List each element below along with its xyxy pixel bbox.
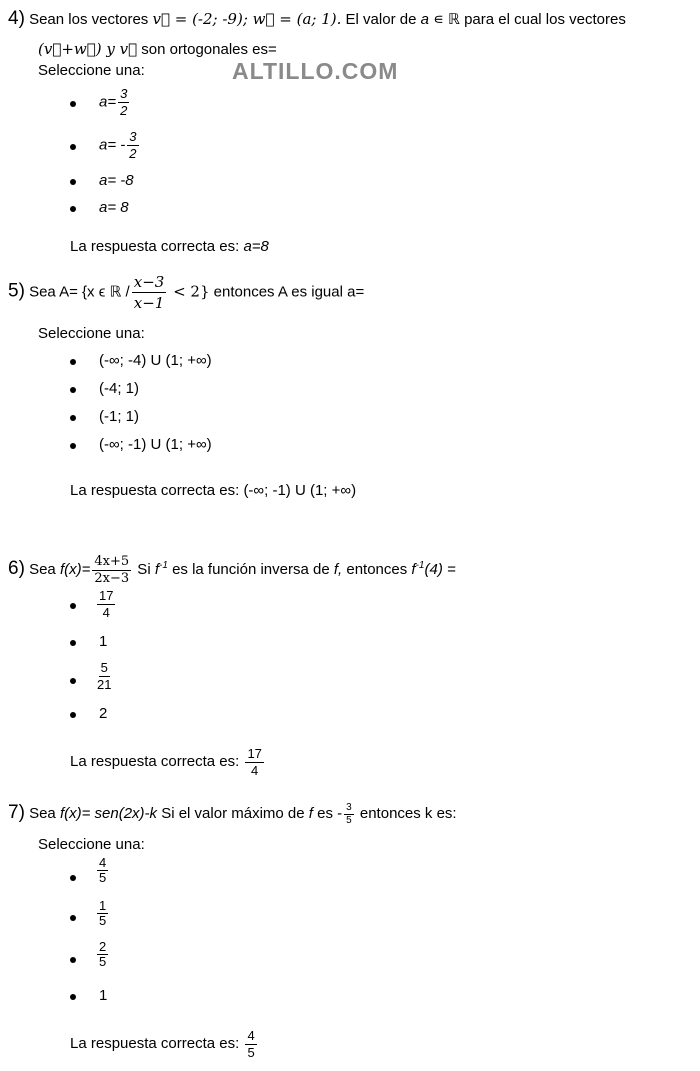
- bullet-icon: [70, 957, 76, 963]
- option[interactable]: (-∞; -4) U (1; +∞): [99, 352, 212, 369]
- bullet-icon: [70, 179, 76, 185]
- fraction: [92, 554, 131, 587]
- bullet-icon: [70, 640, 76, 646]
- text: Si el valor máximo de: [157, 805, 309, 822]
- fraction: [132, 272, 167, 313]
- question-5: [8, 272, 364, 313]
- text: Sea A= {x ϵ ℝ /: [29, 283, 130, 301]
- fraction: [97, 899, 108, 928]
- answer: [70, 238, 269, 256]
- option[interactable]: [99, 129, 141, 162]
- option[interactable]: a= -8: [99, 172, 134, 189]
- text: son ortogonales es=: [137, 41, 277, 58]
- option[interactable]: [95, 940, 110, 969]
- numerator: 1: [99, 898, 107, 913]
- numerator: 5: [100, 660, 108, 675]
- option[interactable]: (-1; 1): [99, 408, 140, 425]
- denominator: 4: [102, 605, 110, 620]
- denominator: 2x−3: [94, 570, 130, 586]
- option[interactable]: a= 8: [99, 199, 129, 216]
- text: entonces: [342, 561, 412, 578]
- denominator: 5: [99, 870, 107, 885]
- denominator: x−1: [133, 294, 165, 312]
- denominator: 5: [247, 1044, 255, 1060]
- bullet-icon: [70, 387, 76, 393]
- question-4: [8, 10, 626, 29]
- denominator: 2: [129, 146, 137, 161]
- denominator: 5: [346, 814, 352, 826]
- numerator: 4: [99, 855, 107, 870]
- answer-label: La respuesta correcta es:: [70, 1035, 240, 1052]
- option[interactable]: [95, 660, 113, 693]
- bullet-icon: [70, 415, 76, 421]
- select-label: Seleccione una:: [38, 325, 145, 342]
- text: < 2}: [168, 282, 210, 301]
- text: a= -: [99, 136, 126, 154]
- answer: [70, 482, 356, 500]
- text: es la función inversa de: [167, 561, 334, 578]
- numerator: 3: [120, 86, 128, 101]
- numerator: 3: [346, 801, 352, 813]
- numerator: 17: [247, 745, 262, 761]
- denominator: 5: [99, 913, 107, 928]
- question-number: 7): [8, 802, 25, 823]
- question-4-line2: [38, 40, 277, 59]
- fraction: [245, 746, 263, 779]
- superscript: -1: [415, 560, 425, 571]
- answer-value: a=8: [243, 238, 269, 255]
- answer-label: La respuesta correcta es:: [70, 482, 240, 499]
- bullet-icon: [70, 359, 76, 365]
- fraction: [344, 802, 354, 827]
- bullet-icon: [70, 443, 76, 449]
- bullet-icon: [70, 915, 76, 921]
- watermark: ALTILLO.COM: [232, 58, 399, 84]
- option[interactable]: [95, 588, 117, 621]
- bullet-icon: [70, 994, 76, 1000]
- text: entonces A es igual a=: [209, 283, 365, 301]
- numerator: 17: [99, 588, 114, 603]
- denominator: 4: [251, 762, 259, 778]
- text: Si: [133, 561, 155, 578]
- option[interactable]: 2: [99, 705, 108, 722]
- fraction: [97, 588, 115, 621]
- text: a=: [99, 93, 117, 111]
- select-label: Seleccione una:: [38, 62, 145, 79]
- option[interactable]: [95, 899, 110, 928]
- question-6: [8, 546, 456, 590]
- text: El valor de: [341, 11, 421, 28]
- fraction: [97, 856, 108, 885]
- question-7: [8, 800, 457, 827]
- option[interactable]: [95, 856, 110, 885]
- question-number: 6): [8, 558, 25, 579]
- option[interactable]: (-∞; -1) U (1; +∞): [99, 436, 212, 453]
- function: f(x)= sen(2x)-k: [59, 805, 158, 822]
- select-label: Seleccione una:: [38, 836, 145, 853]
- bullet-icon: [70, 206, 76, 212]
- option[interactable]: 1: [99, 987, 108, 1004]
- var-a: a: [420, 11, 429, 28]
- denominator: 5: [99, 954, 107, 969]
- numerator: 4x+5: [94, 553, 130, 569]
- option[interactable]: [99, 86, 131, 119]
- option[interactable]: 1: [99, 633, 108, 650]
- denominator: 21: [97, 677, 112, 692]
- vectors: (v⃗+w⃗) y v⃗: [38, 40, 138, 58]
- question-number: 4): [8, 8, 25, 29]
- text: Sea: [29, 805, 60, 822]
- function: f,: [333, 561, 343, 578]
- function: f(x)=: [59, 561, 91, 578]
- text: -: [337, 805, 343, 822]
- numerator: 4: [247, 1027, 255, 1043]
- bullet-icon: [70, 875, 76, 881]
- text: entonces k es:: [355, 805, 457, 822]
- fraction: [245, 1028, 256, 1061]
- answer-label: La respuesta correcta es:: [70, 753, 240, 770]
- denominator: 2: [120, 103, 128, 118]
- vector-v: v⃗ = (-2; -9);: [152, 10, 253, 28]
- fraction: [97, 660, 111, 693]
- answer: [70, 1026, 259, 1062]
- text: ∊ ℝ para el cual los vectores: [428, 11, 626, 28]
- bullet-icon: [70, 144, 76, 150]
- answer-value: (-∞; -1) U (1; +∞): [243, 482, 357, 499]
- answer-label: La respuesta correcta es:: [70, 238, 240, 255]
- text: Sea: [29, 561, 60, 578]
- bullet-icon: [70, 603, 76, 609]
- bullet-icon: [70, 712, 76, 718]
- fraction: [118, 86, 129, 119]
- function: f: [154, 561, 159, 578]
- option[interactable]: (-4; 1): [99, 380, 140, 397]
- bullet-icon: [70, 101, 76, 107]
- numerator: 2: [99, 939, 107, 954]
- superscript: -1: [159, 560, 168, 571]
- answer: [70, 744, 266, 780]
- function: f: [411, 561, 416, 578]
- numerator: x−3: [133, 273, 165, 291]
- fraction: [97, 940, 108, 969]
- text: Sean los vectores: [29, 11, 153, 28]
- numerator: 3: [129, 129, 137, 144]
- vector-w: w⃗ = (a; 1).: [252, 10, 342, 28]
- text: (4) =: [424, 561, 456, 578]
- bullet-icon: [70, 678, 76, 684]
- fraction: [127, 129, 138, 162]
- function: f: [308, 805, 313, 822]
- question-number: 5): [8, 280, 25, 302]
- text: es: [312, 805, 338, 822]
